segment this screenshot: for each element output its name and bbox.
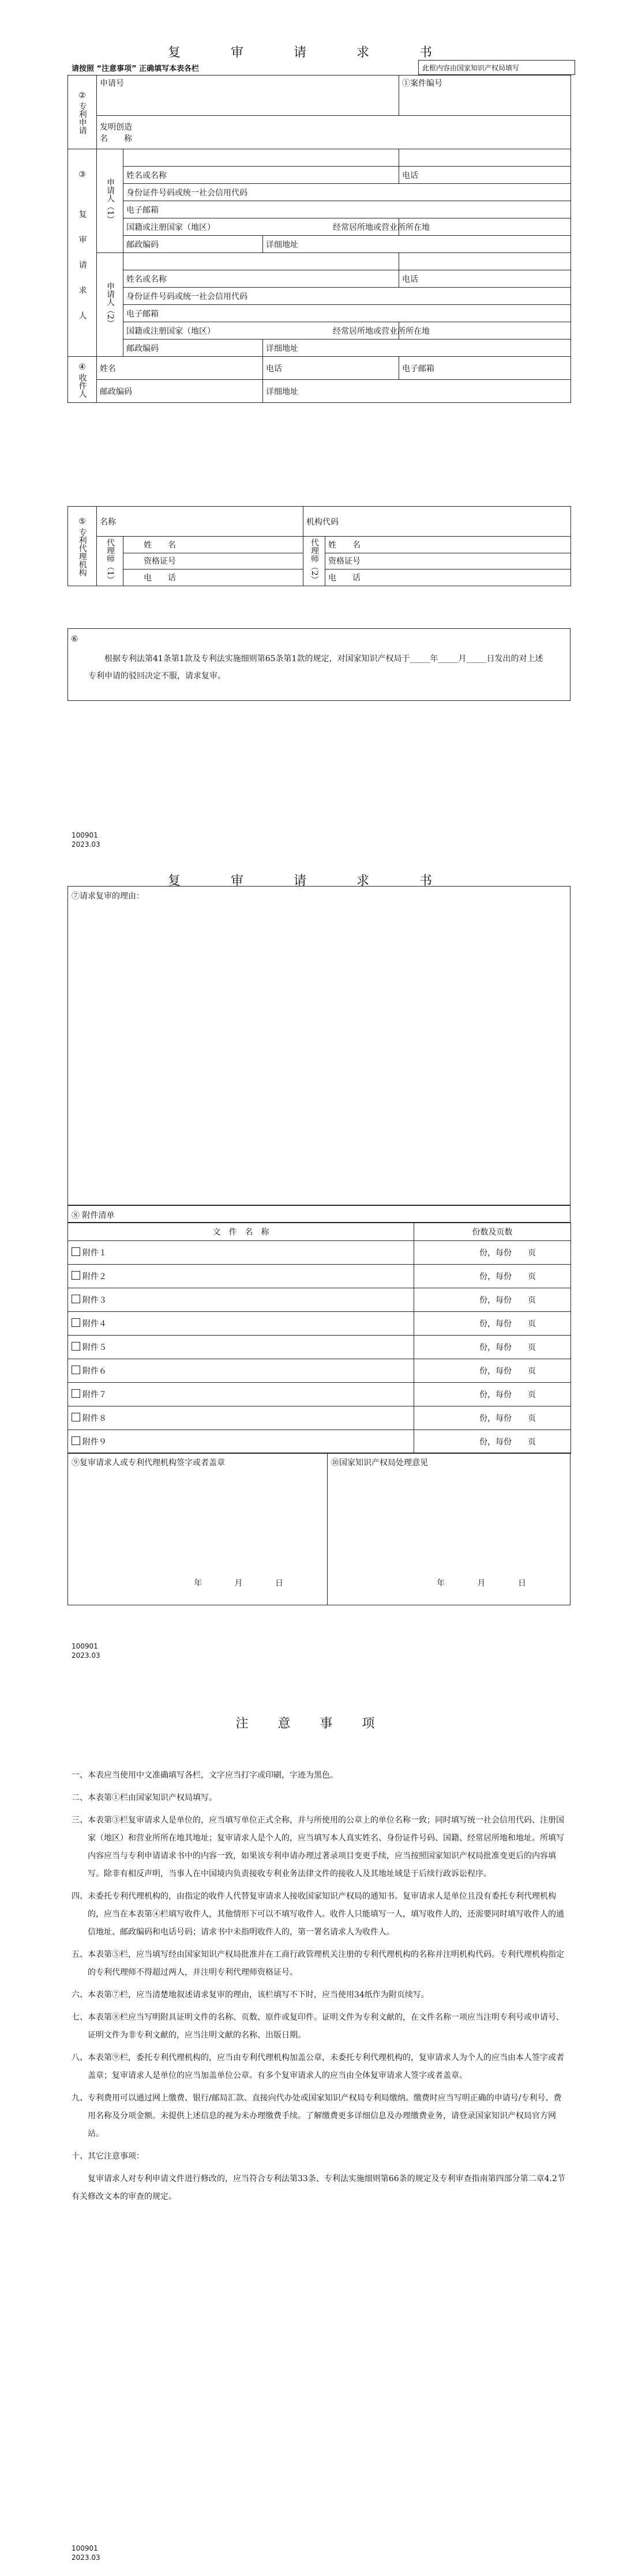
attachment-label: 附件９: [82, 1438, 107, 1447]
applicant-1-name-field[interactable]: [123, 149, 399, 167]
attachment-name-cell[interactable]: [68, 1430, 414, 1454]
application-number-field[interactable]: 申请号: [97, 76, 399, 116]
note-item: 九、专利费用可以通过网上缴费、银行/邮局汇款、直接向代办处或国家知识产权局专利局缴纳。缴费时应当写明正确的申请号/专利号、费用名称及分项金额。未提供上述信息的视为未办理缴费手续。了解缴费更多详细信息及办理缴费业务，请登录国家知识产权局官方网站。: [72, 2094, 562, 2139]
attachment-row: [68, 1383, 571, 1406]
case-number-field: ①案件编号: [399, 76, 571, 116]
recipient-address-field[interactable]: 详细地址: [263, 380, 571, 403]
applicant-1-phone-label: 电话: [399, 167, 571, 184]
attachment-count-cell[interactable]: 份，每份 页: [414, 1265, 571, 1288]
note-item: 五、本表第⑤栏，应当填写经由国家知识产权局批准并在工商行政管理机关注册的专利代理机构的名称并注明机构代码。专利代理机构指定的专利代理师不得超过两人，并注明专利代理师资格证号。: [72, 1950, 564, 1977]
attachment-row: [68, 1406, 571, 1430]
note-item: 二、本表第①栏由国家知识产权局填写。: [72, 1793, 217, 1802]
notes-extra: 复审请求人对专利申请文件进行修改的，应当符合专利法第33条、专利法实施细则第66条的规定及专利审查指南第四部分第二章4.2节有关修改文本的审查的规定。: [72, 2174, 565, 2201]
applicant-1-email-field[interactable]: 电子邮箱: [123, 201, 571, 218]
note-item: 八、本表第⑨栏，委托专利代理机构的，应当由专利代理机构加盖公章，未委托专利代理机构的，复审请求人为个人的应当由本人签字或者盖章；复审请求人是单位的应当加盖单位公章。有多个复审请求人的应当由全体复审请求人签字或者盖章。: [72, 2053, 564, 2080]
attachment-row: [68, 1288, 571, 1312]
request-form-table: [67, 75, 571, 403]
section-6-statement: ⑥ 根据专利法第41条第1款及专利法实施细则第65条第1款的规定，对国家知识产权局于_____年_____月_____日发出的对上述专利申请的驳回决定不服，请求复审。: [68, 629, 571, 701]
signature-box[interactable]: ⑨复审请求人或专利代理机构签字或者盖章 年 月 日: [67, 1453, 328, 1605]
fill-note: 请按照 “注意事项” 正确填写本表各栏: [72, 65, 200, 73]
attachment-list-header: ⑧ 附件清单: [67, 1205, 571, 1223]
count-header: 份数及页数: [414, 1223, 571, 1241]
note-item: 七、本表第⑧栏应当写明附具证明文件的名称、页数、原件或复印件。证明文件为专利文献的，在文件名称一项应当注明专利号或申请号、证明文件为非专利文献的，应当注明文献的名称、出版日期。: [72, 2013, 564, 2040]
attachment-name-cell[interactable]: [68, 1336, 414, 1359]
attachment-row: [68, 1265, 571, 1288]
attachment-checkbox[interactable]: [72, 1295, 80, 1303]
section-3-label: ③ 复审请求人: [68, 149, 97, 357]
doc-name-header: 文 件 名 称: [68, 1223, 414, 1241]
form-code-footer: 100901 2023.03: [72, 2544, 100, 2562]
attachment-count-cell[interactable]: 份，每份 页: [414, 1336, 571, 1359]
section-2-label: ② 专利申请: [68, 76, 97, 149]
agency-name-field[interactable]: 名称: [97, 507, 303, 537]
agent-2-phone-field[interactable]: 电 话: [325, 569, 571, 586]
agent-2-cert-field[interactable]: 资格证号: [325, 553, 571, 569]
page-1: [0, 0, 623, 848]
note-item: 十、其它注意事项：: [72, 2152, 144, 2161]
section-6-table: [67, 628, 571, 701]
form-code-footer: 100901 2023.03: [72, 1642, 100, 1659]
attachment-checkbox[interactable]: [72, 1366, 80, 1374]
applicant-2-residence-field[interactable]: 经常居所地或营业所所在地: [399, 322, 571, 340]
applicant-1-phone-field[interactable]: [399, 149, 571, 167]
applicant-2-id-field[interactable]: 身份证件号码或统一社会信用代码: [123, 288, 571, 305]
notes-title: 注 意 事 项: [235, 1717, 388, 1731]
attachment-label: 附件３: [82, 1296, 107, 1305]
attachment-checkbox[interactable]: [72, 1436, 80, 1445]
attachment-name-cell[interactable]: [68, 1383, 414, 1406]
recipient-email-field[interactable]: 电子邮箱: [399, 357, 571, 380]
attachment-name-cell[interactable]: [68, 1288, 414, 1312]
official-use-box: 此框内容由国家知识产权局填写: [418, 60, 575, 75]
applicant-1-country-field[interactable]: 国籍或注册国家（地区）: [123, 218, 399, 236]
applicant-2-country-field[interactable]: 国籍或注册国家（地区）: [123, 322, 399, 340]
attachment-label: 附件２: [82, 1272, 107, 1281]
applicant-2-name-label: 姓名或名称: [123, 270, 399, 288]
agency-code-field[interactable]: 机构代码: [303, 507, 571, 537]
reason-box[interactable]: ⑦请求复审的理由：: [67, 886, 571, 1205]
attachment-count-cell[interactable]: 份，每份 页: [414, 1430, 571, 1454]
attachment-count-cell[interactable]: 份，每份 页: [414, 1241, 571, 1265]
page-title: 复 审 请 求 书: [168, 874, 455, 888]
attachment-name-cell[interactable]: [68, 1359, 414, 1383]
applicant-2-phone-label: 电话: [399, 270, 571, 288]
attachment-count-cell[interactable]: 份，每份 页: [414, 1406, 571, 1430]
agent-1-cert-field[interactable]: 资格证号: [123, 553, 303, 569]
page-title: 复 审 请 求 书: [168, 46, 455, 60]
attachment-checkbox[interactable]: [72, 1389, 80, 1398]
attachment-checkbox[interactable]: [72, 1413, 80, 1421]
applicant-1-name-label: 姓名或名称: [123, 167, 399, 184]
page-3: [0, 1680, 623, 2576]
note-item: 六、本表第⑦栏，应当清楚地叙述请求复审的理由，该栏填写不下时，应当使用34纸作为附页续写。: [72, 1990, 429, 2000]
applicant-2-label: 申请人（2）: [97, 253, 123, 357]
recipient-name-field[interactable]: 姓名: [97, 357, 263, 380]
attachment-count-cell[interactable]: 份，每份 页: [414, 1288, 571, 1312]
attachment-checkbox[interactable]: [72, 1247, 80, 1256]
attachment-name-cell[interactable]: [68, 1312, 414, 1336]
attachment-checkbox[interactable]: [72, 1318, 80, 1327]
attachment-table: [67, 1223, 571, 1454]
attachment-name-cell[interactable]: [68, 1265, 414, 1288]
note-item: 四、未委托专利代理机构的，由指定的收件人代替复审请求人接收国家知识产权局的通知书。复审请求人是单位且没有委托专利代理机构的，应当在本表第④栏填写收件人，其他情形下可以不填写收件人。收件人只能填写一人，填写收件人的，还需要同时填写收件人的通信地址、邮政编码和电话号码；请求书中未指明收件人的，第一署名请求人为收件人。: [72, 1892, 564, 1937]
attachment-label: 附件４: [82, 1319, 107, 1329]
notes-body: [72, 1767, 568, 2211]
attachment-name-cell[interactable]: [68, 1406, 414, 1430]
applicant-2-address-field[interactable]: 详细地址: [263, 340, 571, 357]
recipient-postcode-field[interactable]: 邮政编码: [97, 380, 263, 403]
attachment-checkbox[interactable]: [72, 1271, 80, 1280]
attachment-row: [68, 1312, 571, 1336]
applicant-1-residence-field[interactable]: 经常居所地或营业所所在地: [399, 218, 571, 236]
attachment-label: 附件５: [82, 1343, 107, 1352]
section-5-label: ⑤ 专利代理机构: [68, 507, 97, 586]
official-opinion-box: ⑩国家知识产权局处理意见 年 月 日: [327, 1453, 571, 1605]
agent-1-name-field[interactable]: 姓 名: [123, 537, 303, 553]
section-4-label: ④ 收件人: [68, 357, 97, 403]
attachment-count-cell[interactable]: 份，每份 页: [414, 1312, 571, 1336]
attachment-count-cell[interactable]: 份，每份 页: [414, 1383, 571, 1406]
attachment-label: 附件７: [82, 1390, 107, 1400]
attachment-name-cell[interactable]: [68, 1241, 414, 1265]
attachment-label: 附件６: [82, 1367, 107, 1376]
attachment-row: [68, 1359, 571, 1383]
agent-2-label: 代理师（2）: [303, 537, 325, 586]
invention-name-field[interactable]: 发明创造 名 称: [97, 116, 571, 149]
recipient-phone-field[interactable]: 电话: [263, 357, 399, 380]
applicant-2-email-field[interactable]: 电子邮箱: [123, 305, 571, 322]
attachment-row: [68, 1336, 571, 1359]
agent-1-label: 代理师（1）: [97, 537, 123, 586]
applicant-2-name-field[interactable]: [123, 253, 399, 270]
agency-table: [67, 506, 571, 586]
form-code-footer: 100901 2023.03: [72, 831, 100, 848]
attachment-checkbox[interactable]: [72, 1342, 80, 1351]
applicant-1-postcode-field[interactable]: 邮政编码: [123, 236, 263, 253]
applicant-1-id-field[interactable]: 身份证件号码或统一社会信用代码: [123, 184, 571, 201]
attachment-row: [68, 1430, 571, 1454]
page-2: [0, 844, 623, 1680]
note-item: 一、本表应当使用中文准确填写各栏，文字应当打字或印刷，字迹为黑色。: [72, 1771, 338, 1780]
applicant-1-label: 申请人（1）: [97, 149, 123, 253]
attachment-row: [68, 1241, 571, 1265]
applicant-2-postcode-field[interactable]: 邮政编码: [123, 340, 263, 357]
agent-1-phone-field[interactable]: 电 话: [123, 569, 303, 586]
attachment-label: 附件１: [82, 1249, 107, 1258]
applicant-2-phone-field[interactable]: [399, 253, 571, 270]
attachment-count-cell[interactable]: 份，每份 页: [414, 1359, 571, 1383]
applicant-1-address-field[interactable]: 详细地址: [263, 236, 571, 253]
agent-2-name-field[interactable]: 姓 名: [325, 537, 571, 553]
attachment-label: 附件８: [82, 1414, 107, 1423]
note-item: 三、本表第③栏复审请求人是单位的，应当填写单位正式全称，并与所使用的公章上的单位名称一致；同时填写统一社会信用代码、注册国家（地区）和营业所所在地其地址；复审请求人是个人的，应当填写本人真实姓名、身份证件号码、国籍、经常居所地和地址。所填写内容应当与专利申请请求书中的内容一致，如果该专利申请办理过著录项目变更手续，应当按照国家知识产权局批准变更后的内容填写。除非有相反声明，当事人在中国境内负责接收专利业务法律文件的接收人及其地址域是于后续行政诉讼程序。: [72, 1816, 564, 1879]
